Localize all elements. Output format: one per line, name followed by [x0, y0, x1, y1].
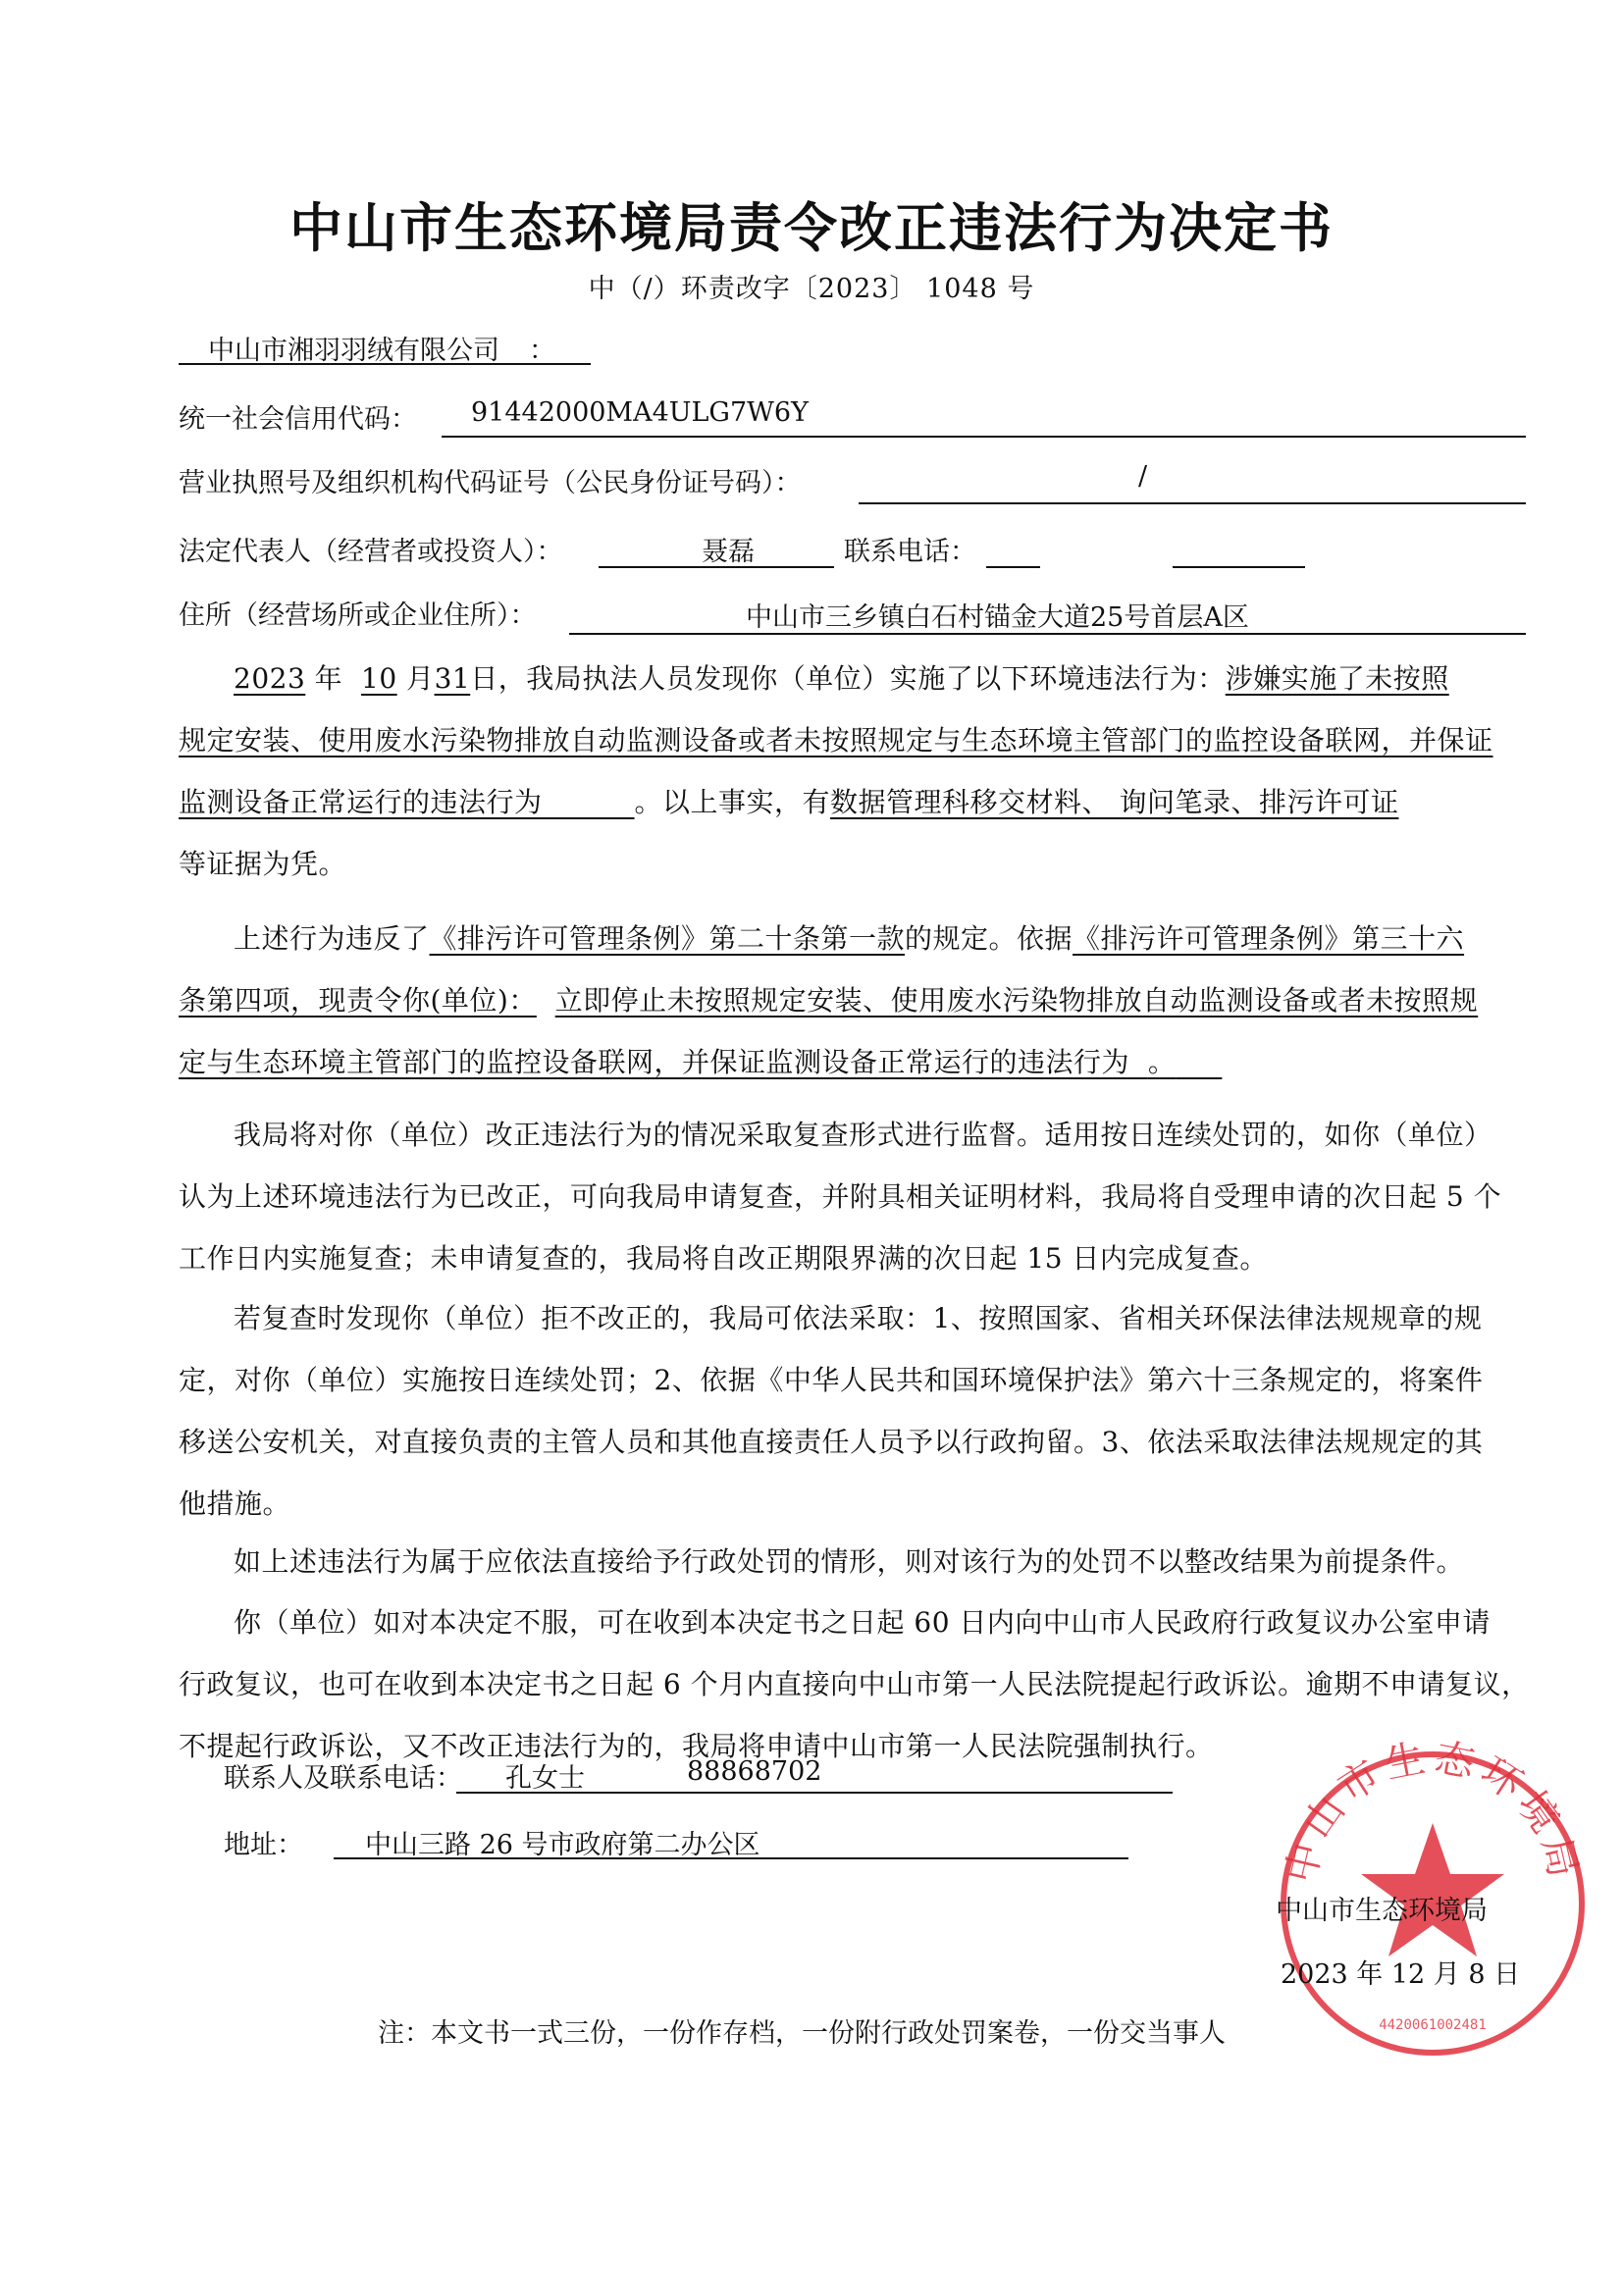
legal-basis-1: 《排污许可管理条例》第三十六 — [1073, 922, 1465, 955]
license-value: / — [1138, 461, 1148, 492]
document-title: 中山市生态环境局责令改正违法行为决定书 — [289, 197, 1334, 259]
issue-date: 2023 年 12 月 8 日 — [1281, 1959, 1521, 1990]
phone-label: 联系电话： — [844, 537, 976, 567]
phone-underline-2 — [1173, 566, 1305, 568]
recipient-colon: ： — [529, 336, 555, 366]
legal-basis-2: 条第四项，现责令你(单位)： — [179, 984, 537, 1017]
recipient-line — [208, 329, 555, 367]
violation-text-2: 规定安装、使用废水污染物排放自动监测设备或者未按照规定与生态环境主管部门的监控设备联网，并保证 — [179, 724, 1493, 757]
paragraph-refusal: 若复查时发现你（单位）拒不改正的，我局可依法采取：1、按照国家、省相关环保法律法规规章的规 定，对你（单位）实施按日连续处罚；2、依据《中华人民共和国环境保护法》第六十三条规定的，将案件 移送公安机关，对直接负责的主管人员和其他直接责任人员予以行政拘留。3、依法采取法律法规规定的其 他措施。 — [179, 1302, 1484, 1520]
paragraph-penalty: 如上述违法行为属于应依法直接给予行政处罚的情形，则对该行为的处罚不以整改结果为前提条件。 — [234, 1545, 1465, 1578]
violation-text-1: 涉嫌实施了未按照 — [1225, 662, 1449, 695]
violation-year: 2023 — [234, 662, 306, 695]
evidence-text: 数据管理科移交材料、 询问笔录、排污许可证 — [830, 786, 1399, 818]
violation-day: 31 — [434, 662, 471, 695]
violation-month: 10 — [361, 662, 397, 695]
paragraph-review: 我局将对你（单位）改正违法行为的情况采取复查形式进行监督。适用按日连续处罚的，如你（单位） 认为上述环境违法行为已改正，可向我局申请复查，并附具相关证明材料，我局将自受理申请的次日起 5 个 工作日内实施复查；未申请复查的，我局将自改正期限界满的次日起 15 日内完成复查。 — [179, 1119, 1502, 1275]
contact-label: 联系人及联系电话： — [224, 1763, 462, 1794]
credit-code-label: 统一社会信用代码： — [179, 404, 417, 435]
seal-text: 中山市生态环境局 — [1278, 1737, 1588, 1888]
credit-code-value: 91442000MA4ULG7W6Y — [471, 397, 809, 428]
address-value: 中山市三乡镇白石村锚金大道25号首层A区 — [746, 602, 1249, 633]
violated-law: 《排污许可管理条例》第二十条第一款 — [429, 922, 906, 955]
legal-rep-value: 聂磊 — [702, 537, 755, 567]
address-label: 住所（经营场所或企业住所）： — [179, 600, 537, 631]
paragraph-order: 上述行为违反了《排污许可管理条例》第二十条第一款的规定。依据《排污许可管理条例》第三十六 条第四项，现责令你(单位)： 立即停止未按照规定安装、使用废水污染物排放自动监测设备或者未按照规 定与生态环境主管部门的监控设备联网，并保证监测设备正常运行的违法行为 。 — [179, 922, 1479, 1078]
order-text-2: 定与生态环境主管部门的监控设备联网，并保证监测设备正常运行的违法行为 — [179, 1046, 1130, 1078]
paragraph-appeal: 你（单位）如对本决定不服，可在收到本决定书之日起 60 日内向中山市人民政府行政复议办公室申请 行政复议，也可在收到本决定书之日起 6 个月内直接向中山市第一人民法院提起行政诉讼。逾期不申请复议， 不提起行政诉讼，又不改正违法行为的，我局将申请中山市第一人民法院强制执行。 — [179, 1606, 1530, 1762]
paragraph-violation: 2023 年 10 月31日，我局执法人员发现你（单位）实施了以下环境违法行为：涉嫌实施了未按照 规定安装、使用废水污染物排放自动监测设备或者未按照规定与生态环境主管部门的监控设备联网，并保证 监测设备正常运行的违法行为 。以上事实，有数据管理科移交材料、 询问笔录、排污许可证 等证据为凭。 — [179, 648, 1525, 895]
address2-value: 中山三路 26 号市政府第二办公区 — [365, 1830, 760, 1860]
contact-phone: 88868702 — [687, 1756, 822, 1787]
license-underline — [859, 502, 1526, 504]
address-underline — [569, 633, 1526, 635]
evidence-end: 等证据为凭。 — [179, 848, 347, 880]
seal-code: 4420061002481 — [1379, 2017, 1487, 2033]
legal-rep-underline — [599, 566, 834, 568]
footnote: 注：本文书一式三份，一份作存档，一份附行政处罚案卷，一份交当事人 — [378, 2018, 1226, 2049]
address2-underline — [334, 1857, 1128, 1859]
issuing-authority: 中山市生态环境局 — [1276, 1896, 1488, 1926]
recipient-name: 中山市湘羽羽绒有限公司 — [208, 336, 499, 366]
document-number: 中（/）环责改字〔2023〕 1048 号 — [588, 274, 1035, 304]
recipient-underline — [179, 363, 591, 365]
phone-underline-1 — [986, 566, 1040, 568]
legal-rep-label: 法定代表人（经营者或投资人）： — [179, 537, 563, 567]
contact-name: 孔女士 — [505, 1763, 585, 1794]
credit-code-underline — [442, 436, 1526, 438]
address2-label: 地址： — [224, 1830, 303, 1860]
contact-underline — [456, 1792, 1173, 1794]
violation-text-3: 监测设备正常运行的违法行为 — [179, 786, 543, 818]
order-text-1: 立即停止未按照规定安装、使用废水污染物排放自动监测设备或者未按照规 — [554, 984, 1479, 1017]
license-label: 营业执照号及组织机构代码证号（公民身份证号码）： — [179, 468, 802, 498]
